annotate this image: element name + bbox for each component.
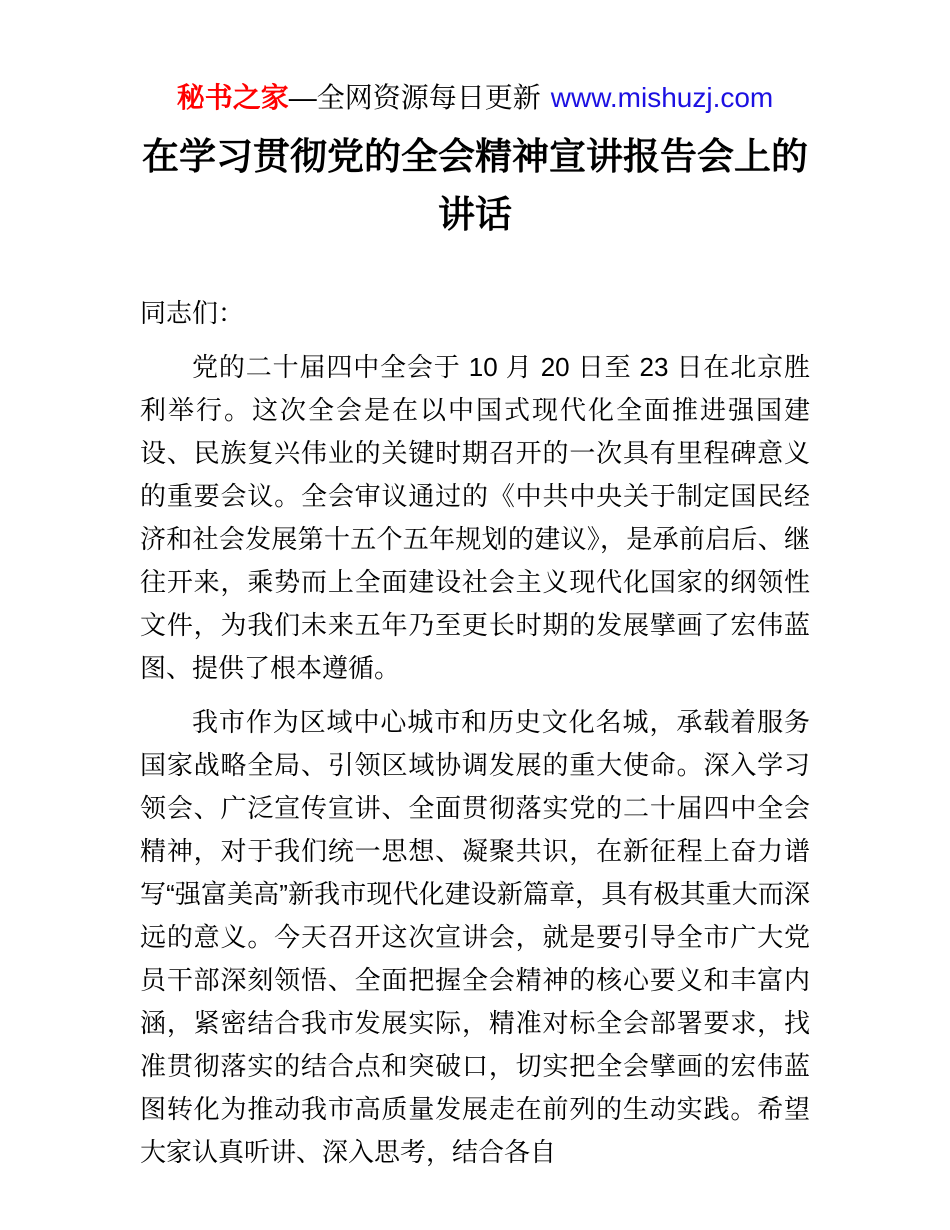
document-title: 在学习贯彻党的全会精神宣讲报告会上的讲话 [142, 136, 808, 235]
site-header [140, 82, 810, 114]
body-paragraph-2: 我市作为区域中心城市和历史文化名城，承载着服务国家战略全局、引领区域协调发展的重大使命。深入学习领会、广泛宣传宣讲、全面贯彻落实党的二十届四中全会精神，对于我们统一思想、凝聚共识，在新征程上奋力谱写“强富美高”新我市现代化建设新篇章，具有极其重大而深远的意义。今天召开这次宣讲会，就是要引导全市广大党员干部深刻领悟、全面把握全会精神的核心要义和丰富内涵，紧密结合我市发展实际，精准对标全会部署要求，找准贯彻落实的结合点和突破口，切实把全会擘画的宏伟蓝图转化为推动我市高质量发展走在前列的生动实践。希望大家认真听讲、深入思考，结合各自 [140, 707, 810, 1167]
body-paragraph-1: 党的二十届四中全会于 10 月 20 日至 23 日在北京胜利举行。这次全会是在以中国式现代化全面推进强国建设、民族复兴伟业的关键时期召开的一次具有里程碑意义的重要会议。全会审议通过的《中共中央关于制定国民经济和社会发展第十五个五年规划的建议》，是承前启后、继往开来，乘势而上全面建设社会主义现代化国家的纲领性文件，为我们未来五年乃至更长时期的发展擘画了宏伟蓝图、提供了根本遵循。 [140, 352, 810, 683]
site-url-link[interactable]: www.mishuzj.com [550, 82, 774, 113]
salutation: 同志们： [140, 298, 245, 328]
site-brand: 秘书之家 [176, 82, 289, 113]
document-body [140, 292, 810, 1174]
site-tagline: —全网资源每日更新 [288, 82, 541, 113]
